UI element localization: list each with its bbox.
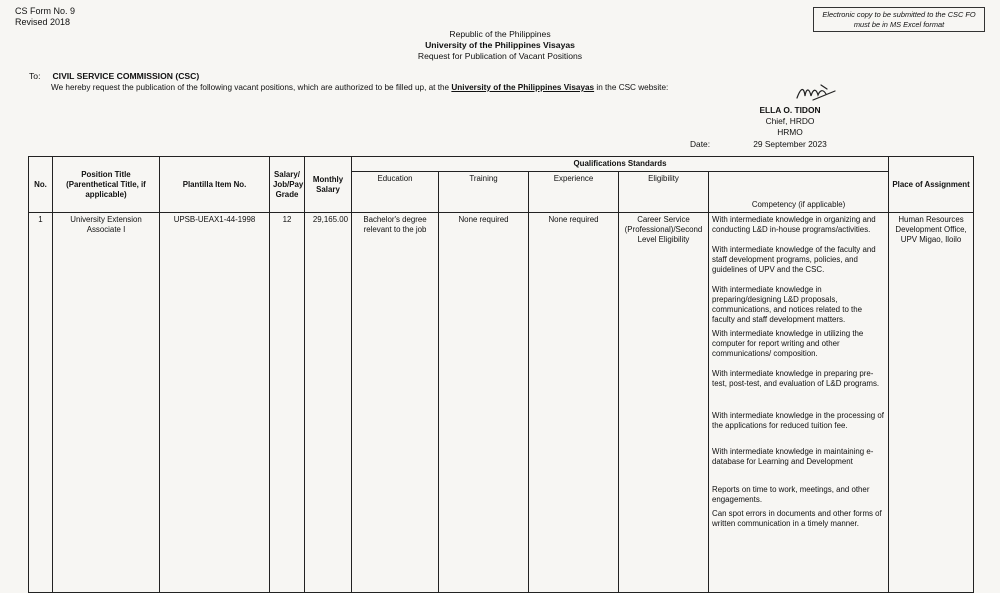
signatory-title: Chief, HRDO [765,116,815,126]
header-experience: Experience [529,172,619,213]
date-label: Date: [690,139,711,149]
header-education: Education [352,172,439,213]
request-text-after: in the CSC website: [594,83,669,92]
header-competency: Competency (if applicable) [709,172,889,213]
cell-education: Bachelor's degree relevant to the job [352,213,439,593]
competency-item: With intermediate knowledge in the processing of the applications for reduced tuition fee. [712,411,884,430]
signature-mark [793,81,843,103]
competency-item: With intermediate knowledge in utilizing the computer for report writing and other communications/ composition. [712,329,864,358]
header-no: No. [29,157,53,213]
header-monthly-salary: Monthly Salary [305,157,352,213]
form-number: CS Form No. 9 [15,6,76,16]
signatory-office: HRMO [777,127,803,137]
submission-notice: Electronic copy to be submitted to the CSC FO must be in MS Excel format [813,7,985,32]
form-revision: Revised 2018 [15,17,71,27]
header-qualifications: Qualifications Standards [352,157,889,172]
header-training: Training [439,172,529,213]
header-agency: University of the Philippines Visayas [425,40,575,50]
cell-training: None required [439,213,529,593]
header-salary-grade: Salary/ Job/Pay Grade [270,157,305,213]
cell-no: 1 [29,213,53,593]
request-statement [51,82,668,93]
addressee-name: CIVIL SERVICE COMMISSION (CSC) [52,71,200,81]
signatory-block [730,105,850,138]
competency-item: Can spot errors in documents and other forms of written communication in a timely manner. [712,509,882,528]
competency-item: Reports on time to work, meetings, and other engagements. [712,485,870,504]
competency-item: With intermediate knowledge of the faculty and staff development programs, policies, and guidelines of UPV and the CSC. [712,245,876,274]
competency-item: With intermediate knowledge in maintaining e-database for Learning and Development [712,447,874,466]
signatory-name: ELLA O. TIDON [759,105,821,115]
document-header [330,29,670,62]
header-plantilla: Plantilla Item No. [160,157,270,213]
addressee-label: To: [29,71,41,81]
cell-place-of-assignment: Human Resources Development Office, UPV Migao, Iloilo [889,213,974,593]
competency-item: With intermediate knowledge in preparing/designing L&D proposals, communications, and notices related to the faculty and staff development matters. [712,285,863,324]
cell-competency [709,213,889,593]
header-eligibility: Eligibility [619,172,709,213]
request-text-before: We hereby request the publication of the following vacant positions, which are authorized to be filled up, at the [51,83,452,92]
competency-item: With intermediate knowledge in organizing and conducting L&D in-house programs/activities. [712,215,876,234]
header-place-of-assignment: Place of Assignment [889,157,974,213]
form-identifier [15,6,75,28]
addressee-line [29,71,199,82]
cell-eligibility: Career Service (Professional)/Second Level Eligibility [619,213,709,593]
cell-plantilla: UPSB-UEAX1-44-1998 [160,213,270,593]
competency-item: With intermediate knowledge in preparing pre-test, post-test, and evaluation of L&D programs. [712,369,880,388]
request-agency: University of the Philippines Visayas [451,83,595,92]
cell-experience: None required [529,213,619,593]
table-row [29,213,974,593]
header-position-title: Position Title (Parenthetical Title, if applicable) [53,157,160,213]
header-title: Request for Publication of Vacant Positions [417,51,583,61]
header-country: Republic of the Philippines [449,29,551,39]
cell-monthly-salary: 29,165.00 [305,213,352,593]
cell-position-title: University Extension Associate I [53,213,160,593]
cell-salary-grade: 12 [270,213,305,593]
vacant-positions-table [28,156,974,593]
date-value: 29 September 2023 [753,139,827,149]
